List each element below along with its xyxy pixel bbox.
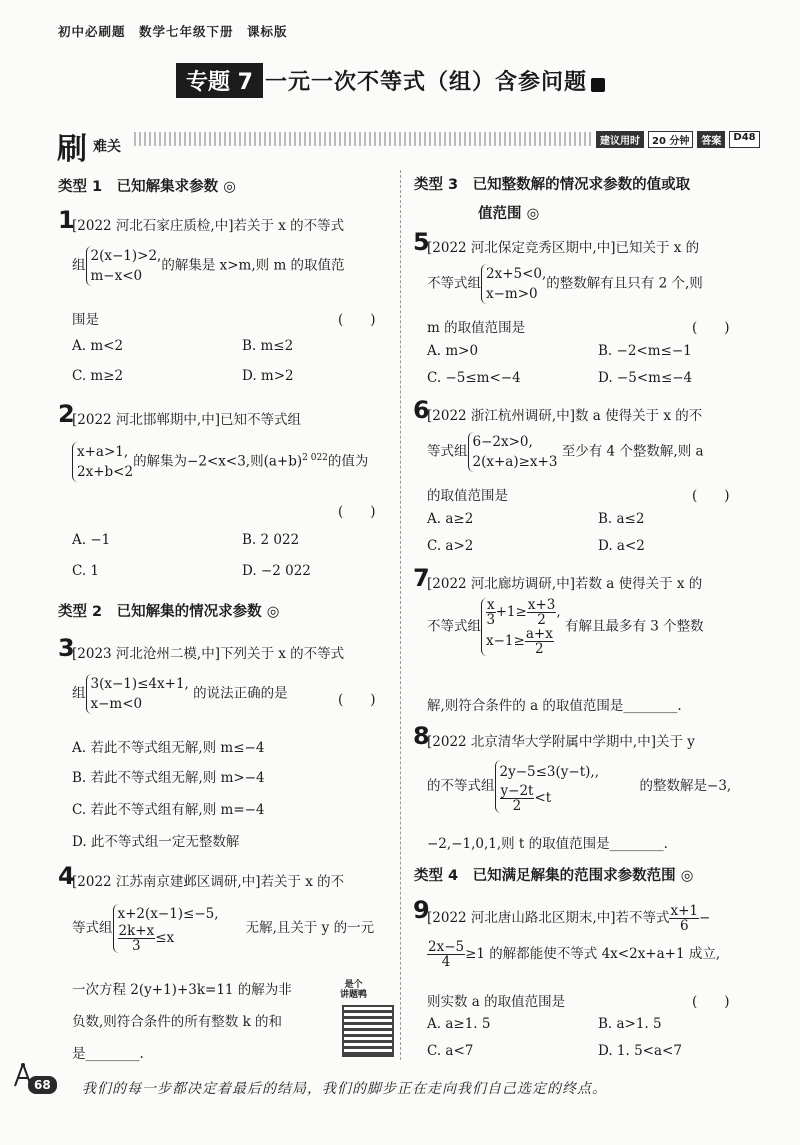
option-a[interactable]: A. m>0: [427, 343, 479, 359]
question-text: 不等式组 $\frac{x}{3}$ +1≥ $\frac{x+3}{2}$ , x−1≥ $\frac{a+x}{2}$ 有解且最多有 3 个整数: [427, 597, 704, 657]
target-icon: ◎: [223, 179, 236, 195]
question-number: 5: [413, 228, 430, 256]
inequality-system: 2y−5≤3(y−t),, $\frac{y-2t}{2}$ <t: [495, 760, 600, 813]
option-d[interactable]: D. a<2: [598, 538, 645, 554]
time-label: 建议用时: [596, 131, 644, 148]
difficulty-label: 难关: [93, 139, 121, 155]
option-a[interactable]: A. m<2: [72, 338, 124, 354]
question-text: [2022 河北石家庄质检,中]若关于 x 的不等式: [72, 218, 345, 234]
inequality-system: 2(x−1)>2, m−x<0: [86, 246, 162, 286]
answer-paren: ( ): [692, 488, 730, 504]
question-number: 2: [58, 400, 75, 428]
answer-paren: ( ): [338, 312, 376, 328]
option-c[interactable]: C. a>2: [427, 538, 474, 554]
type-heading-2: 类型 2 已知解集的情况求参数 ◎: [58, 604, 280, 620]
question-text: [2022 河北唐山路北区期末,中]若不等式 $\frac{x+1}{6}$ −: [427, 903, 711, 934]
answer-paren: ( ): [338, 692, 376, 708]
question-text: $\frac{2x-5}{4}$ ≥1 的解都能使不等式 4x<2x+a+1 成立,: [428, 939, 721, 970]
shua-logo: 刷: [57, 132, 87, 167]
time-value: 20 分钟: [648, 131, 693, 148]
option-d[interactable]: D. −2 022: [242, 563, 311, 579]
answer-paren: ( ): [692, 994, 730, 1010]
dot-divider: [134, 132, 594, 146]
option-d[interactable]: D. m>2: [242, 368, 294, 384]
question-text: 等式组x+2(x−1)≤−5, $\frac{2k+x}{3}$ ≤x 无解,且关于 y 的一元: [72, 906, 375, 954]
question-text: 的取值范围是: [427, 488, 508, 504]
option-d[interactable]: D. −5<m≤−4: [598, 370, 693, 386]
type-heading-3: 类型 3 已知整数解的情况求参数的值或取: [414, 177, 691, 193]
question-text: 的不等式组2y−5≤3(y−t),, $\frac{y-2t}{2}$ <t 的整数解是−3,: [427, 760, 731, 813]
question-text: 一次方程 2(y+1)+3k=11 的解为非: [72, 982, 292, 998]
question-text: 负数,则符合条件的所有整数 k 的和: [72, 1014, 283, 1030]
inequality-system: 6−2x>0, 2(x+a)≥x+3: [468, 432, 558, 472]
question-text: x+a>1, 2x+b<2的解集为−2<x<3,则$(a+b)^{2 022}$的值为: [72, 442, 368, 482]
option-c[interactable]: C. m≥2: [72, 368, 124, 384]
column-divider: [400, 170, 401, 1060]
type-heading-4: 类型 4 已知满足解集的范围求参数范围 ◎: [414, 868, 694, 884]
option-c[interactable]: C. 若此不等式组有解,则 m=−4: [72, 802, 265, 818]
time-info: [596, 131, 760, 148]
inequality-system: $\frac{x}{3}$ +1≥ $\frac{x+3}{2}$ , x−1≥ $\frac{a+x}{2}$: [481, 598, 561, 656]
question-number: 3: [58, 634, 75, 662]
option-d[interactable]: D. 此不等式组一定无整数解: [72, 834, 240, 850]
option-b[interactable]: B. 若此不等式组无解,则 m>−4: [72, 770, 265, 786]
inequality-system: x+a>1, 2x+b<2: [72, 442, 133, 482]
question-text: [2023 河北沧州二模,中]下列关于 x 的不等式: [72, 646, 345, 662]
question-text: 则实数 a 的取值范围是: [427, 994, 566, 1010]
target-icon: ◎: [680, 868, 694, 884]
inequality-system: x+2(x−1)≤−5, $\frac{2k+x}{3}$ ≤x: [113, 904, 219, 953]
option-d[interactable]: D. 1. 5<a<7: [598, 1043, 682, 1059]
target-icon: ◎: [266, 604, 280, 620]
target-icon: ◎: [526, 206, 540, 222]
question-text: 不等式组2x+5<0, x−m>0的整数解有且只有 2 个,则: [427, 266, 703, 302]
footer-motto: 我们的每一步都决定着最后的结局，我们的脚步正在走向我们自己选定的终点。: [82, 1081, 607, 1097]
question-number: 1: [58, 206, 75, 234]
option-b[interactable]: B. −2<m≤−1: [598, 343, 692, 359]
inequality-system: 3(x−1)≤4x+1, x−m<0: [86, 674, 189, 714]
question-number: 9: [413, 896, 430, 924]
question-number: 8: [413, 722, 430, 750]
option-b[interactable]: B. m≤2: [242, 338, 294, 354]
inequality-system: 2x+5<0, x−m>0: [481, 264, 546, 304]
question-text: 组2(x−1)>2, m−x<0的解集是 x>m,则 m 的取值范: [72, 248, 345, 284]
question-text: 围是: [72, 312, 99, 328]
type-heading-1: 类型 1 已知解集求参数 ◎: [58, 179, 236, 195]
qr-label: 是个 讲题鸭: [340, 980, 368, 1000]
puzzle-icon: [591, 78, 605, 92]
question-text: [2022 河北廊坊调研,中]若数 a 使得关于 x 的: [427, 576, 703, 592]
question-text: [2022 江苏南京建邺区调研,中]若关于 x 的不: [72, 874, 345, 890]
question-text: m 的取值范围是: [427, 320, 526, 336]
option-a[interactable]: A. 若此不等式组无解,则 m≤−4: [72, 740, 265, 756]
question-text: [2022 北京清华大学附属中学期中,中]关于 y: [427, 734, 695, 750]
question-text: [2022 河北保定竞秀区期中,中]已知关于 x 的: [427, 240, 700, 256]
question-text: 是________.: [72, 1046, 144, 1062]
option-b[interactable]: B. 2 022: [242, 532, 300, 548]
answer-value: D48: [729, 131, 759, 148]
option-b[interactable]: B. a>1. 5: [598, 1016, 662, 1032]
question-text: [2022 浙江杭州调研,中]数 a 使得关于 x 的不: [427, 408, 703, 424]
topic-tag: 专题 7: [176, 63, 263, 98]
option-a[interactable]: A. a≥1. 5: [427, 1016, 491, 1032]
answer-label: 答案: [697, 131, 725, 148]
question-text: −2,−1,0,1,则 t 的取值范围是________.: [427, 836, 668, 852]
option-c[interactable]: C. 1: [72, 563, 100, 579]
qr-code[interactable]: [342, 1005, 394, 1057]
question-number: 4: [58, 862, 75, 890]
answer-paren: ( ): [338, 504, 376, 520]
option-c[interactable]: C. a<7: [427, 1043, 474, 1059]
page-number: 68: [28, 1076, 57, 1094]
question-text: 等式组6−2x>0, 2(x+a)≥x+3 至少有 4 个整数解,则 a: [427, 434, 704, 470]
type-heading-3-cont: 值范围 ◎: [478, 206, 540, 222]
answer-paren: ( ): [692, 320, 730, 336]
question-text: 解,则符合条件的 a 的取值范围是________.: [427, 698, 682, 714]
topic-title: 一元一次不等式（组）含参问题: [264, 69, 587, 95]
option-a[interactable]: A. −1: [72, 532, 111, 548]
question-text: [2022 河北邯郸期中,中]已知不等式组: [72, 412, 301, 428]
page-title: [176, 62, 605, 98]
option-c[interactable]: C. −5≤m<−4: [427, 370, 521, 386]
question-text: 组3(x−1)≤4x+1, x−m<0 的说法正确的是: [72, 676, 288, 712]
question-number: 6: [413, 396, 430, 424]
option-b[interactable]: B. a≤2: [598, 511, 645, 527]
book-header: 初中必刷题 数学七年级下册 课标版: [58, 24, 288, 39]
option-a[interactable]: A. a≥2: [427, 511, 474, 527]
question-number: 7: [413, 564, 430, 592]
